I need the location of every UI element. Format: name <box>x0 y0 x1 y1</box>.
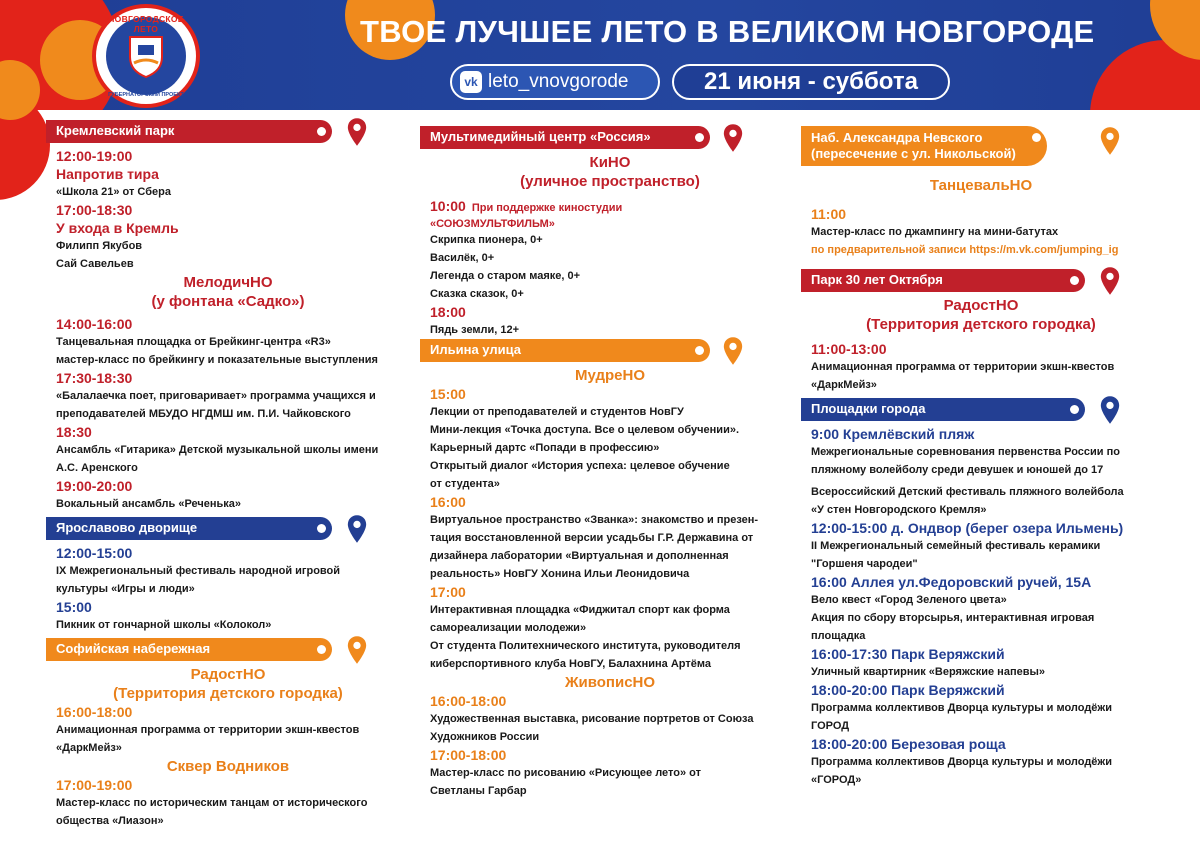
section-header: Кремлевский парк <box>46 120 332 143</box>
event-description: Программа коллективов Дворца культуры и молодёжи <box>811 702 1112 714</box>
event-time: 18:00-20:00 Березовая роща <box>811 736 1006 752</box>
logo-text-bottom: ГУБЕРНАТОРСКИЙ ПРОЕКТ <box>108 92 184 98</box>
event-description: пляжному волейболу среди девушек и юношей до 17 <box>811 464 1104 476</box>
program-heading: Сквер Водников <box>166 758 290 775</box>
location-pin-icon <box>1099 395 1121 425</box>
event-time: 17:00-18:30 <box>56 202 133 218</box>
event-time: 17:00-19:00 <box>56 777 133 793</box>
event-time: 17:00 <box>430 584 466 600</box>
location-pin-icon <box>346 514 368 544</box>
section-header <box>801 126 1047 166</box>
film-item: Сказка сказок, 0+ <box>430 288 524 300</box>
event-time: 11:00-13:00 <box>811 341 887 357</box>
event-description: Программа коллективов Дворца культуры и молодёжи <box>811 756 1112 768</box>
event-note: При поддержке киностудии <box>471 202 623 214</box>
event-time: 16:00 Аллея ул.Федоровский ручей, 15А <box>811 574 1092 590</box>
event-description: Художников России <box>430 731 540 743</box>
vk-handle: leto_vnovgorode <box>488 71 629 92</box>
event-time: 18:00-20:00 Парк Веряжский <box>811 682 1005 698</box>
event-description: IX Межрегиональный фестиваль народной игровой <box>56 565 341 577</box>
page-title: ТВОЕ ЛУЧШЕЕ ЛЕТО В ВЕЛИКОМ НОВГОРОДЕ <box>360 14 1095 49</box>
event-description: реальность» НовГУ Хонина Ильи Леонидовича <box>430 568 690 580</box>
event-description: культуры «Игры и люди» <box>56 583 195 595</box>
location-pin-icon <box>346 117 368 147</box>
event-description: ГОРОД <box>811 720 850 732</box>
event-description: Мастер-класс по джампингу на мини-батутах <box>811 226 1059 238</box>
location-pin-icon <box>346 635 368 665</box>
section-header-line: (пересечение с ул. Никольской) <box>811 146 1016 161</box>
program-subheading: (Территория детского городка) <box>866 316 1096 333</box>
section-header: Софийская набережная <box>46 638 332 661</box>
event-description: "Горшеня чародеи" <box>811 558 918 570</box>
section-yaroslav <box>46 517 410 540</box>
event-description: площадка <box>811 630 866 642</box>
event-place: Напротив тира <box>56 166 159 182</box>
event-description: Мастер-класс по историческим танцам от исторического <box>56 797 368 809</box>
program-subheading: (у фонтана «Садко») <box>151 293 305 310</box>
event-description: тация восстановленной версии усадьбы Г.Р. Державина от <box>430 532 754 544</box>
program-heading: МудреНО <box>575 367 645 384</box>
location-pin-icon <box>722 336 744 366</box>
registration-link[interactable]: по предварительной записи https://m.vk.com/jumping_ig <box>811 244 1119 256</box>
event-description: от студента» <box>430 478 500 490</box>
program-subheading: (уличное пространство) <box>520 173 700 190</box>
column-middle <box>420 126 800 800</box>
event-description: Открытый диалог «История успеха: целевое обучение <box>430 460 730 472</box>
program-heading: ТанцевальНО <box>929 177 1033 194</box>
event-description: Акция по сбору вторсырья, интерактивная игровая <box>811 612 1095 624</box>
event-time: 19:00-20:00 <box>56 478 133 494</box>
event-time: 12:00-15:00 д. Ондвор (берег озера Ильмень) <box>811 520 1124 536</box>
film-item: Скрипка пионера, 0+ <box>430 234 543 246</box>
section-header: Парк 30 лет Октября <box>801 269 1085 292</box>
event-time: 17:00-18:00 <box>430 747 507 763</box>
event-description: Карьерный дартс «Попади в профессию» <box>430 442 660 454</box>
location-pin-icon <box>722 123 744 153</box>
section-header: Мультимедийный центр «Россия» <box>420 126 710 149</box>
section-header: Площадки города <box>801 398 1085 421</box>
logo <box>92 4 200 108</box>
event-description: «У стен Новгородского Кремля» <box>811 504 987 516</box>
section-header: Ярославово дворище <box>46 517 332 540</box>
event-description: мастер-класс по брейкингу и показательные выступления <box>56 354 378 366</box>
coat-of-arms-icon <box>126 33 166 79</box>
program-heading: КиНО <box>589 154 631 171</box>
event-description: Интерактивная площадка «Фиджитал спорт как форма <box>430 604 730 616</box>
event-description: От студента Политехнического института, руководителя <box>430 640 741 652</box>
location-pin-icon <box>1099 266 1121 296</box>
event-time: 16:00 <box>430 494 466 510</box>
event-time: 15:00 <box>56 599 92 615</box>
event-time: 12:00-19:00 <box>56 148 133 164</box>
column-left <box>46 120 410 830</box>
event-description: «ДаркМейз» <box>811 379 877 391</box>
section-nevsky <box>801 126 1161 166</box>
logo-text-top: НОВГОРОДСКОЕ ЛЕТО <box>108 14 184 34</box>
event-time: 15:00 <box>430 386 466 402</box>
event-description: Филипп Якубов <box>56 240 143 252</box>
event-time: 12:00-15:00 <box>56 545 133 561</box>
section-park30 <box>801 269 1161 292</box>
event-description: «ГОРОД» <box>811 774 862 786</box>
event-description: А.С. Аренского <box>56 462 138 474</box>
program-subheading: (Территория детского городка) <box>113 685 343 702</box>
event-time: 14:00-16:00 <box>56 316 133 332</box>
film-item: Пядь земли, 12+ <box>430 324 520 336</box>
event-description: Художественная выставка, рисование портретов от Союза <box>430 713 754 725</box>
film-item: Василёк, 0+ <box>430 252 495 264</box>
date-badge: 21 июня - суббота <box>672 64 950 100</box>
event-description: Межрегиональные соревнования первенства России по <box>811 446 1120 458</box>
event-description: Ансамбль «Гитарика» Детской музыкальной школы имени <box>56 444 379 456</box>
column-right <box>801 126 1161 789</box>
event-time: 16:00-18:00 <box>430 693 507 709</box>
section-russia <box>420 126 800 149</box>
event-description: Лекции от преподавателей и студентов НовГУ <box>430 406 684 418</box>
film-item: Легенда о старом маяке, 0+ <box>430 270 581 282</box>
event-description: дизайнера лаборатории «Виртуальная и дополненная <box>430 550 729 562</box>
event-description: Вело квест «Город Зеленого цвета» <box>811 594 1007 606</box>
event-description: киберспортивного клуба НовГУ, Балахнина Артёма <box>430 658 711 670</box>
event-description: Мини-лекция «Точка доступа. Все о целевом обучении». <box>430 424 740 436</box>
event-place: У входа в Кремль <box>56 220 179 236</box>
event-description: «Школа 21» от Сбера <box>56 186 171 198</box>
section-header: Ильина улица <box>420 339 710 362</box>
event-description: Танцевальная площадка от Брейкинг-центра «R3» <box>56 336 331 348</box>
event-time: 17:30-18:30 <box>56 370 133 386</box>
event-description: «ДаркМейз» <box>56 742 122 754</box>
vk-link[interactable] <box>450 64 660 100</box>
event-description: Виртуальное пространство «Званка»: знакомство и презен- <box>430 514 759 526</box>
section-header-line: Наб. Александра Невского <box>811 130 983 145</box>
section-sofia <box>46 638 410 661</box>
event-description: Анимационная программа от территории экшн-квестов <box>811 361 1115 373</box>
location-pin-icon <box>1099 126 1121 156</box>
event-description: преподавателей МБУДО НГДМШ им. П.И. Чайковского <box>56 408 351 420</box>
program-heading: МелодичНО <box>183 274 273 291</box>
event-description: Светланы Гарбар <box>430 785 527 797</box>
event-description: общества «Лиазон» <box>56 815 164 827</box>
event-description: самореализации молодежи» <box>430 622 587 634</box>
event-description: Пикник от гончарной школы «Колокол» <box>56 619 272 631</box>
program-heading: РадостНО <box>943 297 1019 314</box>
section-ilyina <box>420 339 800 362</box>
event-description: Вокальный ансамбль «Реченька» <box>56 498 242 510</box>
event-time: 16:00-17:30 Парк Веряжский <box>811 646 1005 662</box>
event-description: Всероссийский Детский фестиваль пляжного волейбола <box>811 486 1124 498</box>
event-description: Сай Савельев <box>56 258 134 270</box>
event-time: 18:00 <box>430 304 466 320</box>
event-description: «Балалаечка поет, приговаривает» программа учащихся и <box>56 390 376 402</box>
event-time: 18:30 <box>56 424 92 440</box>
event-time: 11:00 <box>811 206 847 222</box>
event-description: II Межрегиональный семейный фестиваль керамики <box>811 540 1101 552</box>
program-heading: РадостНО <box>190 666 266 683</box>
event-time: 9:00 Кремлёвский пляж <box>811 426 975 442</box>
event-description: Мастер-класс по рисованию «Рисующее лето» от <box>430 767 701 779</box>
event-note: «СОЮЗМУЛЬТФИЛЬМ» <box>430 218 555 230</box>
section-kremlin-park <box>46 120 410 143</box>
event-time: 10:00 <box>430 198 466 214</box>
event-description: Уличный квартирник «Веряжские напевы» <box>811 666 1045 678</box>
vk-icon: vk <box>460 71 482 93</box>
event-time: 16:00-18:00 <box>56 704 133 720</box>
event-description: Анимационная программа от территории экшн-квестов <box>56 724 360 736</box>
section-city <box>801 398 1161 421</box>
program-heading: ЖивописНО <box>564 674 656 691</box>
